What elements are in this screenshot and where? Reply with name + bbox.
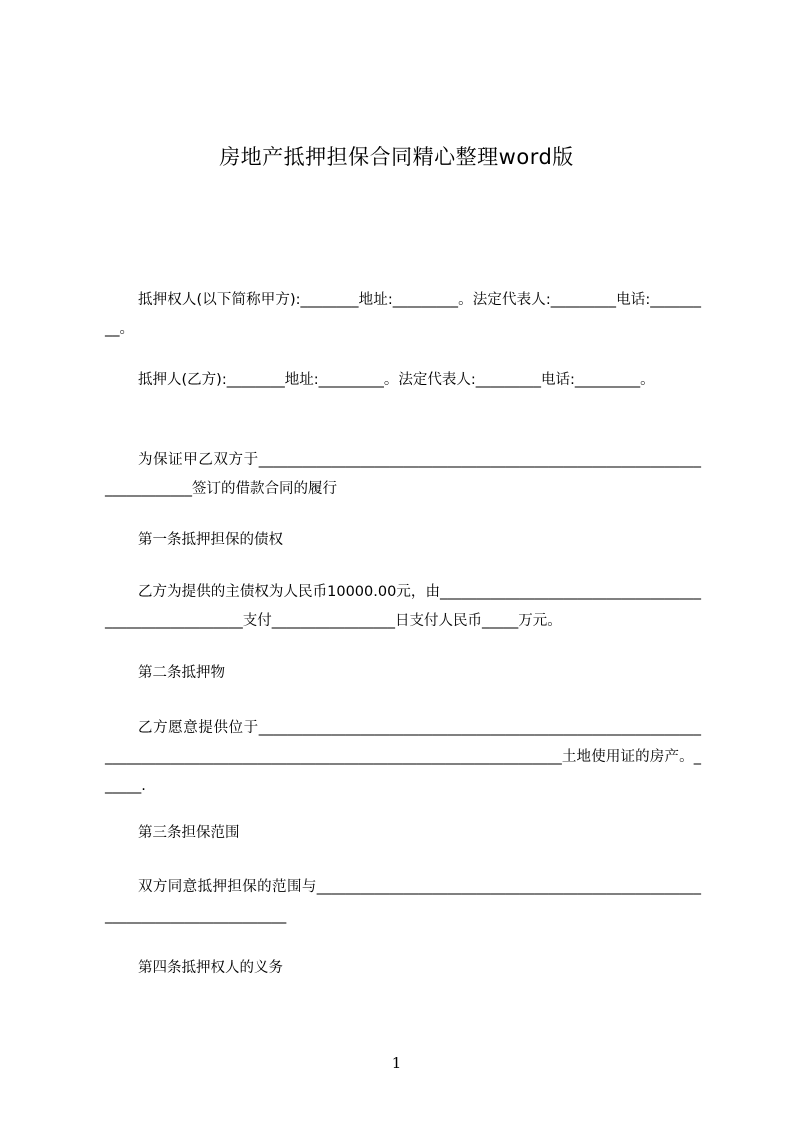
- article-3-heading: 第三条担保范围: [138, 825, 240, 841]
- article-2-body: 乙方愿意提供位于____________________________________________________________________________________________________________________________土地使用证的房产。______.: [105, 720, 701, 794]
- article-2-heading: 第二条抵押物: [138, 665, 225, 681]
- party-b-paragraph: 抵押人(乙方):________地址:_________。法定代表人:_________电话:_________。: [138, 372, 655, 388]
- purpose-paragraph: 为保证甲乙双方于_________________________________________________________________________签订的借款合同的履行: [105, 452, 701, 497]
- document-title: 房地产抵押担保合同精心整理word版: [219, 145, 574, 169]
- article-3-body: 双方同意抵押担保的范围与______________________________________________________________________________: [105, 879, 701, 924]
- article-4-heading: 第四条抵押权人的义务: [138, 960, 283, 976]
- article-1-heading: 第一条抵押担保的债权: [138, 532, 283, 548]
- party-a-paragraph: 抵押权人(以下简称甲方):________地址:_________。法定代表人:_________电话:_________。: [105, 292, 701, 337]
- page-number: 1: [391, 1054, 402, 1072]
- article-1-body: 乙方为提供的主债权为人民币10000.00元，由_______________________________________________________支付_________________日支付人民币_____万元。: [105, 584, 701, 629]
